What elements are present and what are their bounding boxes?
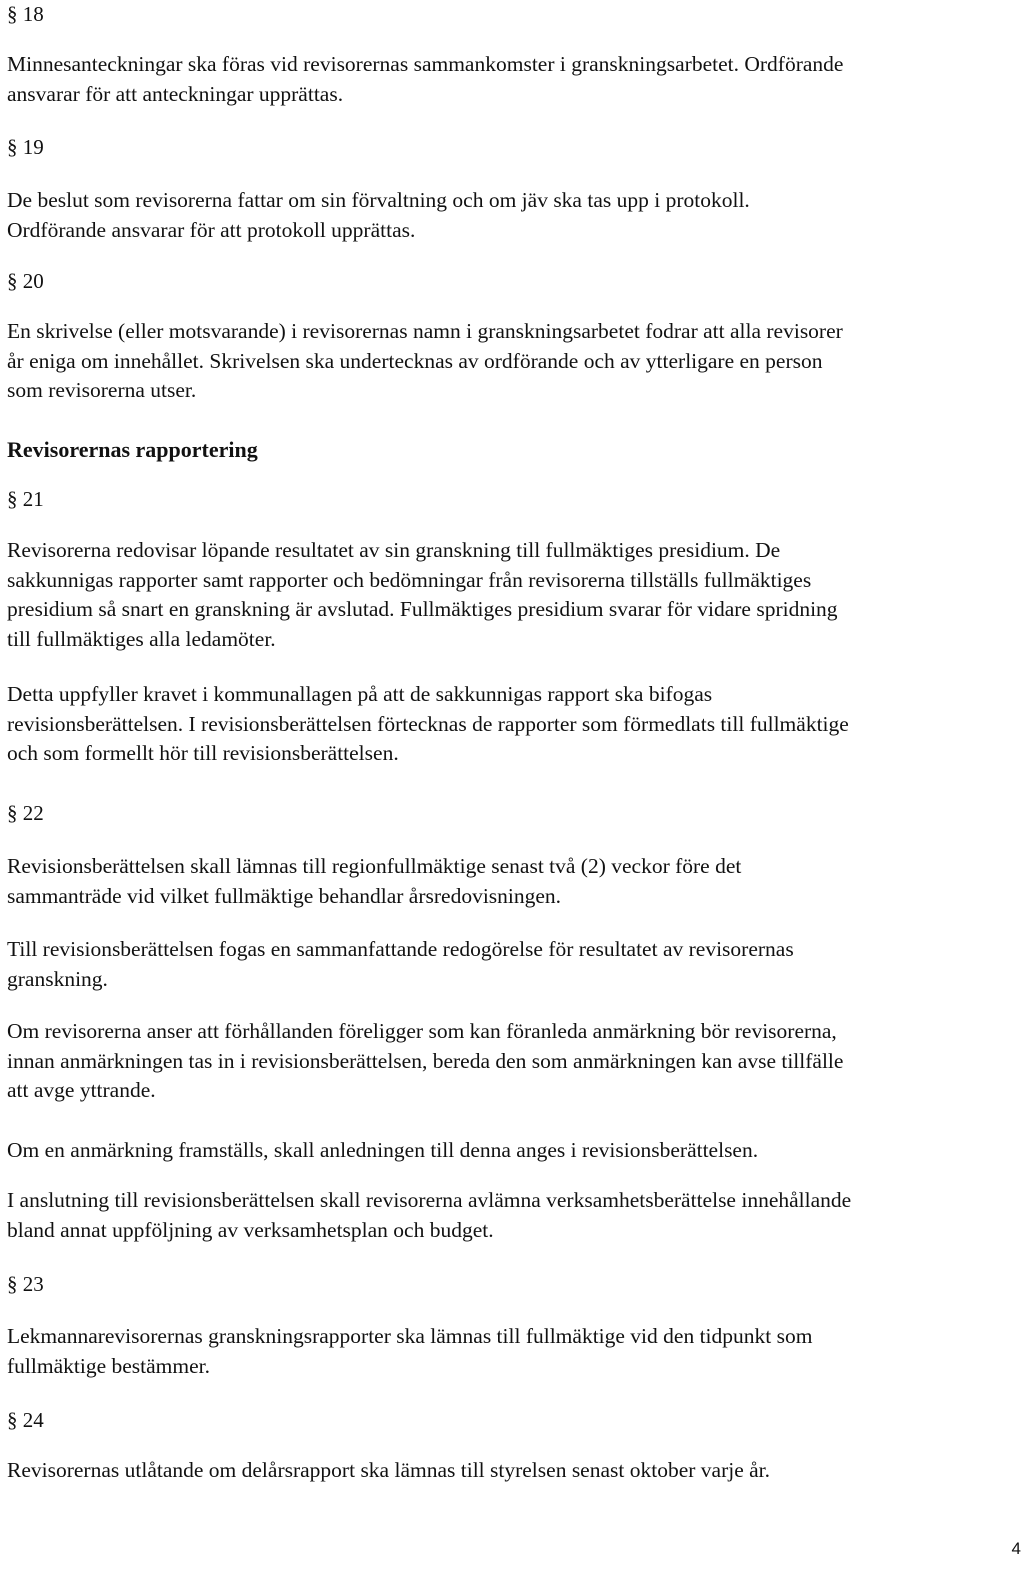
page-number: 4: [1011, 1539, 1021, 1558]
section-22-paragraph-3: [7, 1017, 1022, 1106]
section-mark: § 18: [7, 2, 44, 26]
paragraph: Om revisorerna anser att förhållanden föreligger som kan föranleda anmärkning bör revisorerna, innan anmärkningen tas in i revisionsberättelsen, bereda den som anmärkningen kan avse tillfälle att avge yttrande.: [7, 1019, 844, 1102]
paragraph: Minnesanteckningar ska föras vid revisorernas sammankomster i granskningsarbetet. Ordförande ansvarar för att anteckningar upprättas.: [7, 52, 844, 106]
paragraph: De beslut som revisorerna fattar om sin förvaltning och om jäv ska tas upp i protokoll. Ordförande ansvarar för att protokoll upprättas.: [7, 188, 750, 242]
section-mark: § 24: [7, 1408, 44, 1432]
paragraph: Detta uppfyller kravet i kommunallagen på att de sakkunnigas rapport ska bifogas revisionsberättelsen. I revisionsberättelsen förtecknas de rapporter som förmedlats till fullmäktige och som formellt hör till revisionsberättelsen.: [7, 682, 849, 765]
section-mark: § 22: [7, 801, 44, 825]
section-21: [7, 485, 1022, 515]
section-22-paragraph-2: [7, 935, 1022, 994]
section-21-paragraph-2: [7, 680, 1022, 769]
paragraph: Om en anmärkning framställs, skall anledningen till denna anges i revisionsberättelsen.: [7, 1138, 759, 1162]
heading: Revisorernas rapportering: [7, 437, 258, 462]
section-22-paragraph-1: [7, 852, 1022, 911]
section-19: [7, 133, 1022, 163]
paragraph: En skrivelse (eller motsvarande) i revisorernas namn i granskningsarbetet fodrar att alla revisorer år eniga om innehållet. Skrivelsen ska undertecknas av ordförande och av ytterligare en person som revisorerna utser.: [7, 319, 843, 402]
section-20-paragraph-1: [7, 317, 1022, 406]
section-20: [7, 267, 1022, 297]
paragraph: Till revisionsberättelsen fogas en sammanfattande redogörelse för resultatet av revisorernas granskning.: [7, 937, 794, 991]
section-19-paragraph-1: [7, 186, 1022, 245]
paragraph: Revisorerna redovisar löpande resultatet av sin granskning till fullmäktiges presidium. De sakkunnigas rapporter samt rapporter och bedömningar från revisorerna tillställs fullmäktiges presidium så snart en granskning är avslutad. Fullmäktiges presidium svarar för vidare spridning till fullmäktiges alla ledamöter.: [7, 538, 838, 651]
section-heading-reporting: [7, 435, 1022, 465]
section-mark: § 21: [7, 487, 44, 511]
paragraph: Revisionsberättelsen skall lämnas till regionfullmäktige senast två (2) veckor före det sammanträde vid vilket fullmäktige behandlar årsredovisningen.: [7, 854, 742, 908]
section-24-paragraph-1: [7, 1456, 1022, 1486]
section-24: [7, 1406, 1022, 1436]
section-22: [7, 799, 1022, 829]
paragraph: Lekmannarevisorernas granskningsrapporter ska lämnas till fullmäktige vid den tidpunkt som fullmäktige bestämmer.: [7, 1324, 813, 1378]
section-mark: § 19: [7, 135, 44, 159]
paragraph: Revisorernas utlåtande om delårsrapport ska lämnas till styrelsen senast oktober varje år.: [7, 1458, 771, 1482]
paragraph: I anslutning till revisionsberättelsen skall revisorerna avlämna verksamhetsberättelse innehållande bland annat uppföljning av verksamhetsplan och budget.: [7, 1188, 852, 1242]
section-18: [7, 0, 1022, 30]
section-mark: § 23: [7, 1272, 44, 1296]
section-18-paragraph-1: [7, 50, 1022, 109]
section-22-paragraph-5: [7, 1186, 1022, 1245]
section-21-paragraph-1: [7, 536, 1022, 654]
section-mark: § 20: [7, 269, 44, 293]
section-23-paragraph-1: [7, 1322, 1022, 1381]
section-23: [7, 1270, 1022, 1300]
section-22-paragraph-4: [7, 1136, 1022, 1166]
